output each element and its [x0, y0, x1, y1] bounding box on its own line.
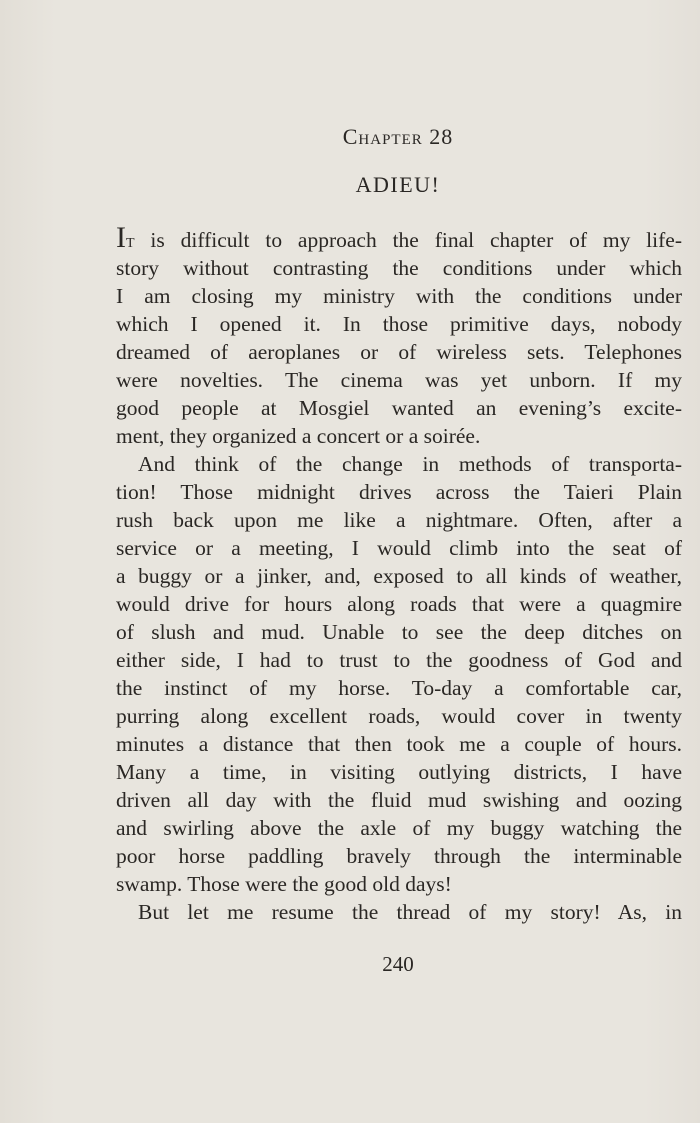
body-line-12: service or a meeting, I would climb into the seat of [116, 536, 682, 560]
body-line-8: ment, they organized a concert or a soirée. [116, 424, 481, 448]
body-line-13: a buggy or a jinker, and, exposed to all kinds of weather, [116, 564, 682, 588]
body-line-10: tion! Those midnight drives across the Taieri Plain [116, 480, 682, 504]
body-line-6: were novelties. The cinema was yet unborn. If my [116, 368, 682, 392]
body-line-9: And think of the change in methods of transporta- [138, 452, 682, 476]
body-line-1 [116, 221, 682, 254]
body-line-7: good people at Mosgiel wanted an evening’s excite- [116, 396, 682, 420]
body-line-18: purring along excellent roads, would cover in twenty [116, 704, 682, 728]
body-line-17: the instinct of my horse. To-day a comfortable car, [116, 676, 682, 700]
body-line-4: which I opened it. In those primitive days, nobody [116, 312, 682, 336]
body-text [116, 221, 682, 926]
body-line-3: I am closing my ministry with the conditions under [116, 284, 682, 308]
body-line-2: story without contrasting the conditions under which [116, 256, 682, 280]
body-line-22: and swirling above the axle of my buggy watching the [116, 816, 682, 840]
body-line-19: minutes a distance that then took me a couple of hours. [116, 732, 682, 756]
body-line-23: poor horse paddling bravely through the interminable [116, 844, 682, 868]
drop-cap: I [116, 221, 126, 254]
body-line-24: swamp. Those were the good old days! [116, 872, 452, 896]
body-line-20: Many a time, in visiting outlying districts, I have [116, 760, 682, 784]
chapter-title: ADIEU! [355, 172, 441, 197]
body-line-1-text: is difficult to approach the final chapter of my life- [134, 228, 682, 252]
body-line-5: dreamed of aeroplanes or of wireless sets. Telephones [116, 340, 682, 364]
body-line-21: driven all day with the fluid mud swishing and oozing [116, 788, 682, 812]
body-line-14: would drive for hours along roads that were a quagmire [116, 592, 682, 616]
body-line-16: either side, I had to trust to the goodness of God and [116, 648, 682, 672]
body-line-15: of slush and mud. Unable to see the deep ditches on [116, 620, 682, 644]
page-number: 240 [382, 952, 414, 976]
chapter-label: Chapter 28 [342, 124, 454, 149]
drop-cap-rest: t [126, 230, 135, 252]
body-line-25: But let me resume the thread of my story! As, in [138, 900, 682, 924]
body-line-11: rush back upon me like a nightmare. Often, after a [116, 508, 682, 532]
